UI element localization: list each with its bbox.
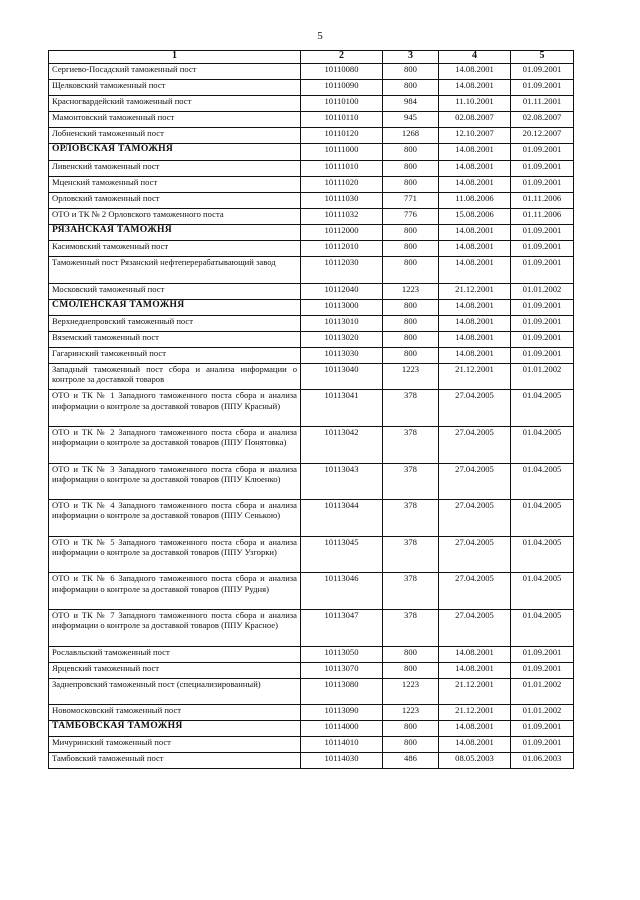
page-number: 5 [317, 30, 323, 42]
table-row [49, 80, 574, 96]
table-row [49, 315, 574, 331]
table-row [49, 96, 574, 112]
post-name-cell: ОТО и ТК № 2 Западного таможенного поста сбора и анализа информации о контроле за доставкой товаров (ППУ Понятовка) [49, 426, 301, 463]
order-date-cell: 14.08.2001 [439, 299, 511, 315]
order-date-cell: 12.10.2007 [439, 128, 511, 144]
table-row [49, 678, 574, 704]
effective-date-cell: 01.11.2001 [511, 96, 574, 112]
post-code-cell: 10114030 [301, 753, 383, 769]
effective-date-cell: 01.09.2001 [511, 144, 574, 160]
post-code-cell: 10113070 [301, 662, 383, 678]
table-row [49, 64, 574, 80]
order-number-cell: 800 [383, 176, 439, 192]
post-name-cell: ОТО и ТК № 7 Западного таможенного поста сбора и анализа информации о контроле за доставкой товаров (ППУ Красное) [49, 609, 301, 646]
post-name-cell: ОТО и ТК № 4 Западного таможенного поста сбора и анализа информации о контроле за доставкой товаров (ППУ Сенькою) [49, 500, 301, 537]
order-number-cell: 984 [383, 96, 439, 112]
table-row [49, 160, 574, 176]
post-name-cell: Орловский таможенный пост [49, 192, 301, 208]
post-code-cell: 10111030 [301, 192, 383, 208]
table-row [49, 737, 574, 753]
table-row [49, 128, 574, 144]
post-code-cell: 10111020 [301, 176, 383, 192]
post-name-cell: Касимовский таможенный пост [49, 241, 301, 257]
order-date-cell: 14.08.2001 [439, 646, 511, 662]
order-date-cell: 02.08.2007 [439, 112, 511, 128]
order-date-cell: 08.05.2003 [439, 753, 511, 769]
effective-date-cell: 01.09.2001 [511, 80, 574, 96]
order-date-cell: 14.08.2001 [439, 80, 511, 96]
post-code-cell: 10111032 [301, 208, 383, 224]
order-number-cell: 800 [383, 721, 439, 737]
effective-date-cell: 01.01.2002 [511, 283, 574, 299]
order-date-cell: 27.04.2005 [439, 463, 511, 500]
post-code-cell: 10110120 [301, 128, 383, 144]
post-name-cell: Вяземский таможенный пост [49, 331, 301, 347]
order-number-cell: 800 [383, 257, 439, 283]
order-number-cell: 800 [383, 144, 439, 160]
table-row [49, 241, 574, 257]
order-number-cell: 800 [383, 347, 439, 363]
effective-date-cell: 01.11.2006 [511, 208, 574, 224]
order-date-cell: 14.08.2001 [439, 64, 511, 80]
post-name-cell: ТАМБОВСКАЯ ТАМОЖНЯ [49, 721, 301, 737]
order-number-cell: 800 [383, 646, 439, 662]
post-name-cell: ОТО и ТК № 2 Орловского таможенного поста [49, 208, 301, 224]
order-date-cell: 11.10.2001 [439, 96, 511, 112]
effective-date-cell: 01.09.2001 [511, 257, 574, 283]
post-name-cell: Мценский таможенный пост [49, 176, 301, 192]
post-code-cell: 10112000 [301, 224, 383, 240]
order-date-cell: 14.08.2001 [439, 224, 511, 240]
order-date-cell: 21.12.2001 [439, 283, 511, 299]
order-number-cell: 486 [383, 753, 439, 769]
table-row [49, 463, 574, 500]
effective-date-cell: 01.09.2001 [511, 662, 574, 678]
post-name-cell: Сергиево-Посадский таможенный пост [49, 64, 301, 80]
order-number-cell: 800 [383, 241, 439, 257]
effective-date-cell: 01.09.2001 [511, 646, 574, 662]
order-date-cell: 21.12.2001 [439, 678, 511, 704]
post-name-cell: Таможенный пост Рязанский нефтеперерабатывающий завод [49, 257, 301, 283]
effective-date-cell: 01.04.2005 [511, 426, 574, 463]
order-number-cell: 378 [383, 390, 439, 427]
table-row [49, 646, 574, 662]
order-number-cell: 800 [383, 662, 439, 678]
post-code-cell: 10113020 [301, 331, 383, 347]
effective-date-cell: 01.04.2005 [511, 500, 574, 537]
order-date-cell: 14.08.2001 [439, 160, 511, 176]
order-date-cell: 11.08.2006 [439, 192, 511, 208]
post-name-cell: Новомосковский таможенный пост [49, 705, 301, 721]
order-date-cell: 14.08.2001 [439, 257, 511, 283]
post-name-cell: Ярцевский таможенный пост [49, 662, 301, 678]
post-name-cell: Красногвардейский таможенный пост [49, 96, 301, 112]
post-code-cell: 10113040 [301, 363, 383, 389]
order-date-cell: 14.08.2001 [439, 241, 511, 257]
post-code-cell: 10113044 [301, 500, 383, 537]
table-row [49, 192, 574, 208]
effective-date-cell: 20.12.2007 [511, 128, 574, 144]
table-row [49, 283, 574, 299]
post-name-cell: Заднепровский таможенный пост (специализированный) [49, 678, 301, 704]
column-header: 1 [49, 51, 301, 64]
post-name-cell: Лобненский таможенный пост [49, 128, 301, 144]
customs-posts-table [48, 50, 574, 769]
order-date-cell: 27.04.2005 [439, 426, 511, 463]
effective-date-cell: 01.09.2001 [511, 315, 574, 331]
order-number-cell: 378 [383, 463, 439, 500]
post-code-cell: 10110100 [301, 96, 383, 112]
order-number-cell: 1223 [383, 705, 439, 721]
table-row [49, 112, 574, 128]
order-number-cell: 800 [383, 299, 439, 315]
post-name-cell: РЯЗАНСКАЯ ТАМОЖНЯ [49, 224, 301, 240]
order-number-cell: 800 [383, 64, 439, 80]
order-date-cell: 14.08.2001 [439, 347, 511, 363]
order-date-cell: 21.12.2001 [439, 705, 511, 721]
post-name-cell: ОТО и ТК № 6 Западного таможенного поста сбора и анализа информации о контроле за доставкой товаров (ППУ Рудня) [49, 573, 301, 610]
post-name-cell: Рославльский таможенный пост [49, 646, 301, 662]
post-name-cell: Ливенский таможенный пост [49, 160, 301, 176]
effective-date-cell: 01.09.2001 [511, 721, 574, 737]
post-code-cell: 10114000 [301, 721, 383, 737]
table-row [49, 536, 574, 573]
order-number-cell: 1268 [383, 128, 439, 144]
effective-date-cell: 01.04.2005 [511, 463, 574, 500]
post-name-cell: Тамбовский таможенный пост [49, 753, 301, 769]
table-row [49, 500, 574, 537]
column-header: 5 [511, 51, 574, 64]
effective-date-cell: 01.04.2005 [511, 609, 574, 646]
table-row [49, 176, 574, 192]
table-row [49, 257, 574, 283]
post-code-cell: 10111000 [301, 144, 383, 160]
order-number-cell: 378 [383, 500, 439, 537]
effective-date-cell: 02.08.2007 [511, 112, 574, 128]
post-code-cell: 10113030 [301, 347, 383, 363]
order-number-cell: 378 [383, 609, 439, 646]
post-name-cell: Западный таможенный пост сбора и анализа информации о контроле за доставкой товаров [49, 363, 301, 389]
effective-date-cell: 01.04.2005 [511, 390, 574, 427]
order-date-cell: 14.08.2001 [439, 737, 511, 753]
customs-office-row [49, 721, 574, 737]
customs-office-row [49, 224, 574, 240]
effective-date-cell: 01.01.2002 [511, 678, 574, 704]
order-date-cell: 27.04.2005 [439, 609, 511, 646]
order-number-cell: 378 [383, 573, 439, 610]
post-name-cell: Мамонтовский таможенный пост [49, 112, 301, 128]
table-row [49, 390, 574, 427]
post-name-cell: Московский таможенный пост [49, 283, 301, 299]
customs-office-row [49, 144, 574, 160]
effective-date-cell: 01.09.2001 [511, 331, 574, 347]
order-number-cell: 945 [383, 112, 439, 128]
order-date-cell: 14.08.2001 [439, 315, 511, 331]
column-header: 2 [301, 51, 383, 64]
post-code-cell: 10112010 [301, 241, 383, 257]
effective-date-cell: 01.09.2001 [511, 224, 574, 240]
order-number-cell: 1223 [383, 283, 439, 299]
post-code-cell: 10112030 [301, 257, 383, 283]
effective-date-cell: 01.01.2002 [511, 705, 574, 721]
effective-date-cell: 01.09.2001 [511, 160, 574, 176]
order-number-cell: 800 [383, 737, 439, 753]
post-name-cell: ОТО и ТК № 3 Западного таможенного поста сбора и анализа информации о контроле за доставкой товаров (ППУ Клюенко) [49, 463, 301, 500]
post-code-cell: 10113041 [301, 390, 383, 427]
post-code-cell: 10113042 [301, 426, 383, 463]
effective-date-cell: 01.09.2001 [511, 176, 574, 192]
order-number-cell: 771 [383, 192, 439, 208]
effective-date-cell: 01.09.2001 [511, 241, 574, 257]
post-code-cell: 10113090 [301, 705, 383, 721]
effective-date-cell: 01.09.2001 [511, 299, 574, 315]
effective-date-cell: 01.09.2001 [511, 347, 574, 363]
post-code-cell: 10111010 [301, 160, 383, 176]
post-code-cell: 10113047 [301, 609, 383, 646]
order-number-cell: 800 [383, 315, 439, 331]
table-row [49, 573, 574, 610]
post-name-cell: СМОЛЕНСКАЯ ТАМОЖНЯ [49, 299, 301, 315]
column-header: 3 [383, 51, 439, 64]
order-number-cell: 800 [383, 160, 439, 176]
table-row [49, 662, 574, 678]
post-code-cell: 10113080 [301, 678, 383, 704]
order-number-cell: 800 [383, 331, 439, 347]
post-name-cell: Мичуринский таможенный пост [49, 737, 301, 753]
post-code-cell: 10112040 [301, 283, 383, 299]
table-row [49, 347, 574, 363]
order-date-cell: 14.08.2001 [439, 662, 511, 678]
effective-date-cell: 01.01.2002 [511, 363, 574, 389]
effective-date-cell: 01.04.2005 [511, 573, 574, 610]
table-row [49, 753, 574, 769]
post-code-cell: 10113043 [301, 463, 383, 500]
post-name-cell: Верхнеднепровский таможенный пост [49, 315, 301, 331]
post-code-cell: 10113000 [301, 299, 383, 315]
order-number-cell: 776 [383, 208, 439, 224]
table-row [49, 609, 574, 646]
table-row [49, 426, 574, 463]
order-date-cell: 14.08.2001 [439, 721, 511, 737]
effective-date-cell: 01.04.2005 [511, 536, 574, 573]
order-number-cell: 1223 [383, 678, 439, 704]
order-date-cell: 15.08.2006 [439, 208, 511, 224]
order-date-cell: 14.08.2001 [439, 144, 511, 160]
post-code-cell: 10114010 [301, 737, 383, 753]
order-number-cell: 378 [383, 426, 439, 463]
order-date-cell: 27.04.2005 [439, 390, 511, 427]
order-date-cell: 14.08.2001 [439, 176, 511, 192]
table-row [49, 208, 574, 224]
table-header-row [49, 51, 574, 64]
table-row [49, 363, 574, 389]
table-row [49, 705, 574, 721]
effective-date-cell: 01.09.2001 [511, 737, 574, 753]
post-code-cell: 10113046 [301, 573, 383, 610]
post-name-cell: Щелковский таможенный пост [49, 80, 301, 96]
order-number-cell: 800 [383, 224, 439, 240]
post-name-cell: ОТО и ТК № 5 Западного таможенного поста сбора и анализа информации о контроле за доставкой товаров (ППУ Узгорки) [49, 536, 301, 573]
post-code-cell: 10113010 [301, 315, 383, 331]
effective-date-cell: 01.09.2001 [511, 64, 574, 80]
post-code-cell: 10113045 [301, 536, 383, 573]
order-date-cell: 27.04.2005 [439, 573, 511, 610]
order-date-cell: 14.08.2001 [439, 331, 511, 347]
order-number-cell: 800 [383, 80, 439, 96]
post-name-cell: Гагаринский таможенный пост [49, 347, 301, 363]
post-code-cell: 10110090 [301, 80, 383, 96]
column-header: 4 [439, 51, 511, 64]
customs-office-row [49, 299, 574, 315]
order-date-cell: 21.12.2001 [439, 363, 511, 389]
post-name-cell: ОРЛОВСКАЯ ТАМОЖНЯ [49, 144, 301, 160]
effective-date-cell: 01.11.2006 [511, 192, 574, 208]
order-number-cell: 1223 [383, 363, 439, 389]
post-code-cell: 10110110 [301, 112, 383, 128]
order-date-cell: 27.04.2005 [439, 500, 511, 537]
post-name-cell: ОТО и ТК № 1 Западного таможенного поста сбора и анализа информации о контроле за доставкой товаров (ППУ Красный) [49, 390, 301, 427]
effective-date-cell: 01.06.2003 [511, 753, 574, 769]
table-row [49, 331, 574, 347]
order-date-cell: 27.04.2005 [439, 536, 511, 573]
order-number-cell: 378 [383, 536, 439, 573]
post-code-cell: 10110080 [301, 64, 383, 80]
post-code-cell: 10113050 [301, 646, 383, 662]
